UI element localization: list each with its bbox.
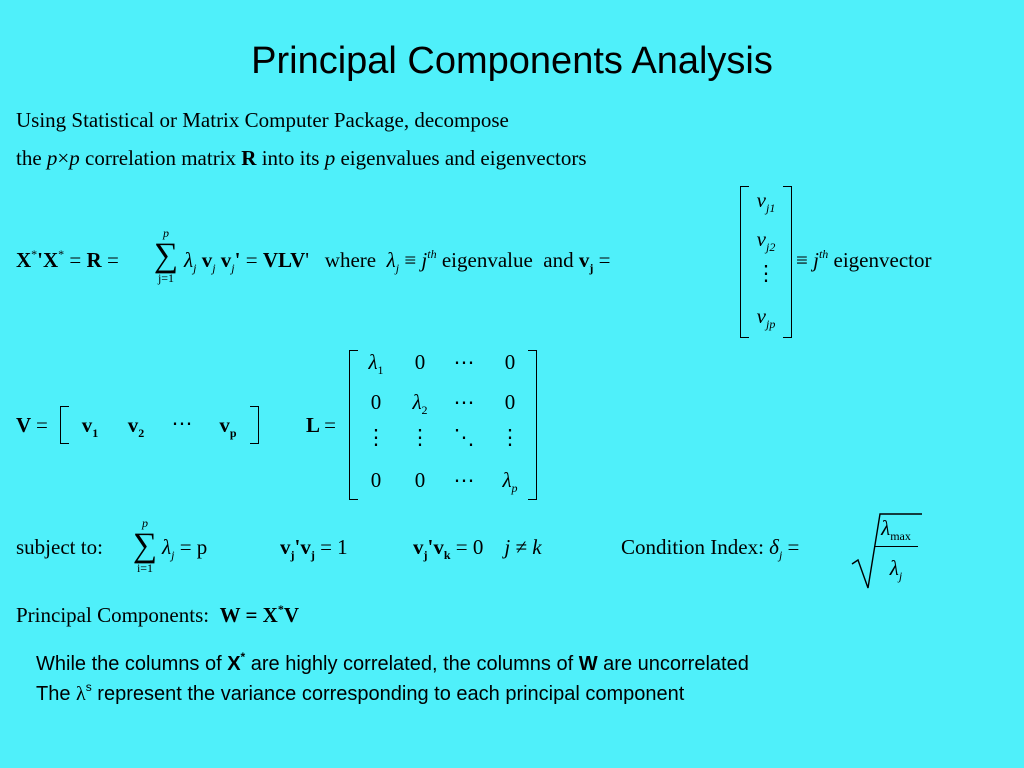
L-cell-3-1: 0 [414,468,426,492]
intro-text-d: eigenvalues and eigenvectors [340,146,587,170]
eq-2: = [106,248,119,272]
L-cell-3-3: $\lambda_p$ [502,468,518,495]
L-cell-2-3: ⋮ [499,425,521,449]
v-j-2: v [220,248,232,272]
v-bold-j: v [578,248,590,272]
vec-entry-4: $v_{jp}$ [756,304,776,331]
L-cell-2-1: ⋮ [409,425,431,449]
V-col-1: $v_1$ [81,413,99,440]
intro-p2: p [69,146,80,170]
intro-line-1 [16,108,509,133]
equiv-2: ≡ [796,248,808,272]
condition-index: Condition Index: $\delta_j$ = [621,535,800,562]
decomposition-rhs [184,247,610,276]
lambda-j-def: λ [386,248,396,272]
sum-top: p [163,226,169,240]
intro-text-c: into its [261,146,320,170]
th-1: th [427,247,437,261]
principal-components-line: Principal Components: W = X*V [16,602,300,627]
v-j-sub: j [212,261,216,275]
lambda-j: λ [184,248,194,272]
vec-entry-2: $v_{j2}$ [756,227,776,254]
L-cell-0-2: ⋯ [453,350,475,374]
L-cell-1-0: 0 [370,390,382,414]
X-symbol: X [16,248,32,272]
prime-X: 'X [37,248,59,272]
subject-to-label: subject to: [16,535,103,559]
V-label: V = [16,413,48,437]
V-bracket-left [60,406,69,444]
L-cell-0-3: 0 [504,350,516,374]
lambda-j-sub: j [193,261,197,275]
eigenvector-def [796,247,931,273]
L-cell-1-3: 0 [504,390,516,414]
L-cell-2-2: ⋱ [453,425,475,449]
intro-line-2 [16,146,587,171]
L-label: L = [306,413,336,437]
note-line-2: The $\lambda^s$ represent the variance corresponding to each principal component [36,680,685,705]
vec-entry-3: ⋮ [755,261,777,285]
v-j-2-sub: j [231,261,235,275]
sum-operator-2: p ∑ i=1 [132,516,158,575]
lambda-j-def-sub: j [395,261,400,275]
L-cell-2-0: ⋮ [365,425,387,449]
orthogonality-constraint: $v_j'v_k = 0$ j ≠ k [413,535,542,562]
intro-text-b: correlation matrix [85,146,237,170]
j-ordinal-1: j [421,248,428,272]
intro-text-a: the [16,146,42,170]
sum-bottom: j=1 [157,271,175,285]
star-1: * [31,247,38,261]
V-col-2: $v_2$ [127,413,145,440]
intro-R: R [241,146,257,170]
v-j: v [201,248,213,272]
page-title: Principal Components Analysis [251,40,773,82]
prime-2: ' [305,248,310,272]
note-line-1: While the columns of X* are highly correlated, the columns of W are uncorrelated [36,650,749,675]
eq-4: = [598,248,611,272]
V-col-dots: ⋯ [171,411,193,435]
th-2: th [818,247,829,261]
fraction-denominator: $\lambda_j$ [889,556,903,583]
unit-norm-constraint: $v_j'v_j = 1$ [280,535,348,562]
intro-times: × [57,146,70,170]
eq-3: = [245,248,258,272]
where-word: where [324,248,377,272]
vec-entry-1: $v_{j1}$ [756,188,776,215]
j-ordinal-2: j [813,248,819,272]
L-cell-1-2: ⋯ [453,390,475,414]
eigenvector-word: eigenvector [833,248,932,272]
prime-1: ' [234,248,241,272]
eq-1: = [69,248,82,272]
sum-operator-1 [149,226,183,286]
V-bracket-right [250,406,259,444]
R-symbol: R [86,248,102,272]
L-cell-3-0: 0 [370,468,382,492]
and-word: and [543,248,574,272]
L-cell-1-1: $\lambda_2$ [412,390,428,417]
decomposition-equation [16,247,119,273]
intro-line-1-text: Using Statistical or Matrix Computer Package, decompose [16,108,509,132]
L-cell-0-1: 0 [414,350,426,374]
V-col-p: $v_p$ [219,413,237,440]
sum-lambda-eq-p: $\lambda_j = p$ [162,535,208,562]
VLV: VLV [262,248,306,272]
fraction-bar [874,546,918,547]
v-bold-j-sub: j [589,261,594,275]
intro-p3: p [324,146,336,170]
L-cell-3-2: ⋯ [453,468,475,492]
intro-p1: p [46,146,58,170]
equiv-1: ≡ [404,248,417,272]
eigenvalue-word: eigenvalue [441,248,533,272]
L-cell-0-0: $\lambda_1$ [368,350,384,377]
star-2: * [58,247,65,261]
fraction-numerator: $\lambda_{max}$ [881,516,911,543]
vec-bracket-right [783,186,792,338]
sum-sign: ∑ [153,237,179,274]
